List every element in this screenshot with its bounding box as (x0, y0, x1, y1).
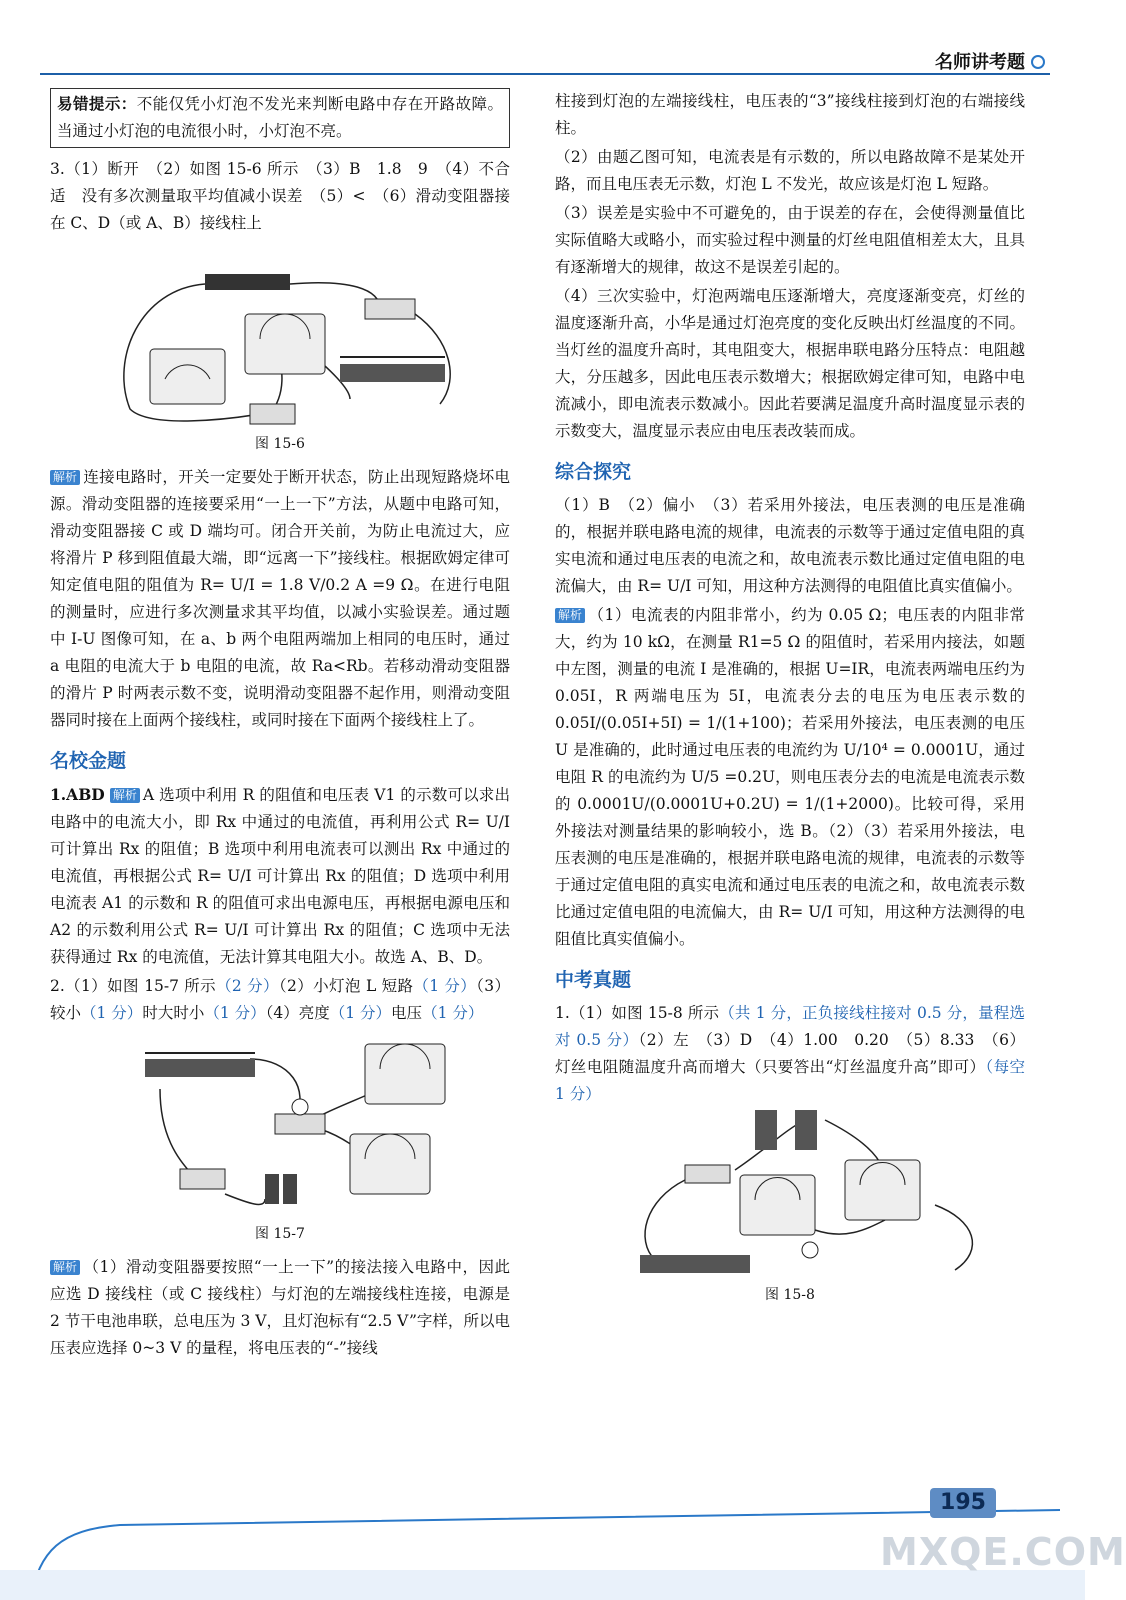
mx2-part: （2）小灯泡 L 短路 (278, 977, 414, 995)
mx2-score: （1 分） (413, 977, 477, 995)
mx2-score: （1 分） (81, 1004, 143, 1022)
analysis-tag: 解析 (555, 608, 585, 623)
zk1-answer (555, 1000, 1025, 1108)
analysis-tag: 解析 (50, 470, 80, 485)
figure-15-6 (50, 239, 510, 429)
mx1-text: A 选项中利用 R 的阻值和电压表 V1 的示数可以求出电路中的电流大小，即 Rx 中通过的电流值，再利用公式 R= U/I 可计算出 Rx 的阻值；B 选项中利用电流表可以测出 Rx 中通过的电流值，再根据公式 R= U/I 可计算出 Rx 的阻值；D 选项中利用电流表 A1 的示数和 R 的阻值可求出电源电压，再根据电源电压和 A2 的示数利用公式 R= U/I 可计算出 Rx 的阻值；C 选项中无法获得通过 Rx 的电流值，无法计算其电阻大小。故选 A、B、D。 (50, 786, 510, 966)
mx2-score: （1 分） (204, 1004, 266, 1022)
zk1-part: （2）左 （3）D （4）1.00 0.20 （5）8.33 （6）灯丝电阻随温度升高而增大（只要答出“灯丝温度升高”即可） (555, 1031, 1025, 1076)
mx1-answer (50, 781, 510, 971)
mx2-part: （4）亮度 (265, 1004, 330, 1022)
analysis-tag: 解析 (50, 1260, 80, 1275)
circuit-diagram-15-7 (50, 1029, 510, 1219)
header-title: 名师讲考题 (935, 52, 1025, 73)
para-2: （2）由题乙图可知，电流表是有示数的，所以电路故障不是某处开路，而且电压表无示数，灯泡 L 不发光，故应该是灯泡 L 短路。 (555, 148, 1025, 193)
analysis-2-text: （1）滑动变阻器要按照“一上一下”的接法接入电路中，因此应选 D 接线柱（或 C 接线柱）与灯泡的左端接线柱连接，电源是 2 节干电池串联，总电压为 3 V，且灯泡标有“2.5 V”字样，所以电压表应选择 0~3 V 的量程，将电压表的“-”接线 (50, 1258, 510, 1357)
continued-text: 柱接到灯泡的左端接线柱，电压表的“3”接线柱接到灯泡的右端接线柱。 (555, 92, 1025, 137)
figure-15-7 (50, 1029, 510, 1219)
right-column (555, 88, 1025, 1315)
left-column (50, 88, 510, 1364)
zh1-answer: （1）B （2）偏小 （3）若采用外接法，电压表测的电压是准确的，根据并联电路电流的规律，电流表的示数等于通过定值电阻的真实电流和通过电压表的电流之和，故电流表示数比通过定值电阻的电流偏大，由 R= U/I 可知，用这种方法测得的电阻值比真实值偏小。 (555, 496, 1025, 595)
analysis-2 (50, 1254, 510, 1362)
figure-15-8 (555, 1110, 1025, 1280)
zk1-score: （共 1 分，正负接线柱接对 0.5 分，量程选对 0.5 分） (555, 1004, 1025, 1049)
figure-15-8-caption: 图 15-8 (765, 1287, 815, 1303)
mx2-part: （3）较小 (50, 977, 510, 1022)
analysis-tag: 解析 (110, 788, 140, 803)
tip-label: 易错提示： (57, 95, 137, 113)
section-title-zhongkao: 中考真题 (555, 969, 632, 991)
figure-15-7-caption: 图 15-7 (255, 1226, 305, 1242)
error-tip-box (50, 88, 510, 148)
mx2-part: 2.（1）如图 15-7 所示 (50, 977, 217, 995)
header-circle-icon (1031, 55, 1045, 69)
mx2-answer (50, 973, 510, 1027)
watermark: MXQE.COM (880, 1530, 1126, 1574)
page-number: 195 (930, 1488, 996, 1518)
analysis-1 (50, 464, 510, 734)
mx2-score: （2 分） (216, 977, 279, 995)
mx2-score: （1 分） (329, 1004, 392, 1022)
section-title-zonghe: 综合探究 (555, 461, 632, 483)
section-title-mingxiao: 名校金题 (50, 750, 127, 772)
para-4: （4）三次实验中，灯泡两端电压逐渐增大，亮度逐渐变亮，灯丝的温度逐渐升高，小华是通过灯泡亮度的变化反映出灯丝温度的不同。当灯丝的温度升高时，其电阻变大，根据串联电路分压特点：电阻越大，分压越多，因此电压表示数增大；根据欧姆定律可知，电路中电流减小，即电流表示数减小。因此若要满足温度升高时温度显示表的示数变大，温度显示表应由电压表改装而成。 (555, 287, 1025, 440)
analysis-1-text: 连接电路时，开关一定要处于断开状态，防止出现短路烧坏电源。滑动变阻器的连接要采用“一上一下”方法，从题中电路可知，滑动变阻器接 C 或 D 端均可。闭合开关前，为防止电流过大，应将滑片 P 移到阻值最大端，即“远离一下”接线柱。根据欧姆定律可知定值电阻的阻值为 R= U/I = 1.8 V/0.2 A =9 Ω。在进行电阻的测量时，应进行多次测量求其平均值，以减小实验误差。通过题中 I-U 图像可知，在 a、b 两个电阻两端加上相同的电压时，通过 a 电阻的电流大于 b 电阻的电流，故 Ra<Rb。若移动滑动变阻器的滑片 P 时两表示数不变，说明滑动变阻器不起作用，则滑动变阻器同时接在上面两个接线柱，或同时接在下面两个接线柱上了。 (50, 468, 510, 729)
para-3: （3）误差是实验中不可避免的，由于误差的存在，会使得测量值比实际值略大或略小，而实验过程中测量的灯丝电阻值相差太大，且具有逐渐增大的规律，故这不是误差引起的。 (555, 204, 1025, 276)
mx1-number: 1.ABD (50, 785, 105, 804)
tip-text: 不能仅凭小灯泡不发光来判断电路中存在开路故障。当通过小灯泡的电流很小时，小灯泡不亮。 (57, 95, 503, 140)
header-rule (40, 73, 1050, 75)
mx2-part: 时大时小 (142, 1004, 205, 1022)
circuit-diagram-15-6 (50, 239, 510, 429)
figure-15-6-caption: 图 15-6 (255, 436, 305, 452)
zh-analysis (555, 602, 1025, 953)
zk1-part: 1.（1）如图 15-8 所示 (555, 1004, 720, 1022)
circuit-diagram-15-8 (555, 1110, 1025, 1280)
mx2-score: （1 分） (422, 1004, 484, 1022)
zk1-score: （每空 1 分） (555, 1058, 1025, 1103)
q3-answer: 3.（1）断开 （2）如图 15-6 所示 （3）B 1.8 9 （4）不合适 没有多次测量取平均值减小误差 （5）< （6）滑动变阻器接在 C、D（或 A、B）接线柱上 (50, 160, 510, 232)
mx2-part: 电压 (391, 1004, 423, 1022)
zh-analysis-text: （1）电流表的内阻非常小，约为 0.05 Ω；电压表的内阻非常大，约为 10 kΩ，在测量 R1=5 Ω 的阻值时，若采用内接法，如题中左图，测量的电流 I 是准确的，根据 U=IR，电流表两端电压约为 0.05I，R 两端电压为 5I，电流表分去的电压为电压表示数的 0.05I/(0.05I+5I) = 1/(1+100)；若采用外接法，电压表测的电压 U 是准确的，此时通过电压表的电流约为 U/10⁴ = 0.0001U，通过电阻 R 的电流约为 U/5 =0.2U，则电压表分去的电流是电流表示数的 0.0001U/(0.0001U+0.2U) = 1/(1+2000)。比较可得，采用外接法对测量结果的影响较小，选 B。（2）（3）若采用外接法，电压表测的电压是准确的，根据并联电路电流的规律，电流表的示数等于通过定值电阻的真实电流和通过电压表的电流之和，故电流表示数比通过定值电阻的电流偏大，由 R= U/I 可知，用这种方法测得的电阻值比真实值偏小。 (555, 606, 1025, 948)
